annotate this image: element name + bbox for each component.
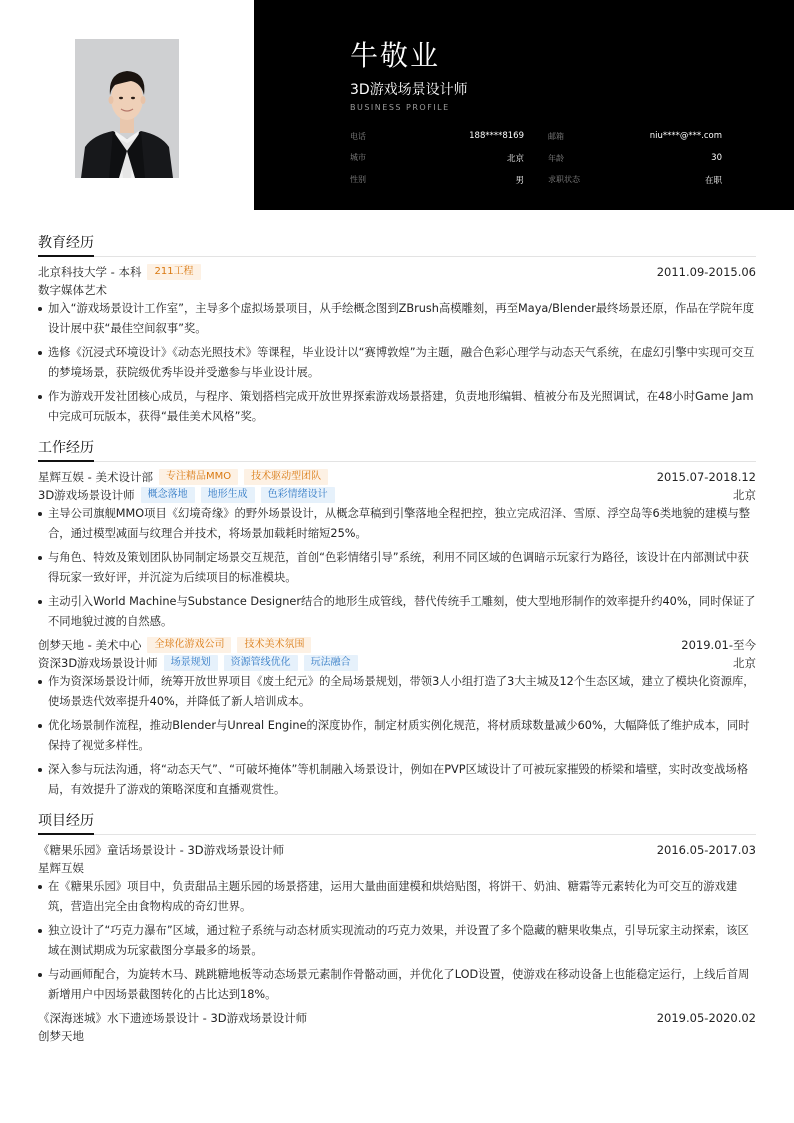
profile-photo bbox=[75, 39, 179, 178]
info-label: 年龄 bbox=[548, 153, 564, 163]
info-value: 在职 bbox=[704, 176, 722, 186]
info-label: 求职状态 bbox=[548, 175, 580, 184]
company-tag: 技术驱动型团队 bbox=[244, 469, 328, 485]
list-item: 在《糖果乐园》项目中，负责甜品主题乐园的场景搭建，运用大量曲面建模和烘焙贴图，将饼干、奶油、糖霜等元素转化为可交互的游戏建筑，营造出完全由食物构成的奇幻世界。 bbox=[38, 877, 756, 917]
education-entry-head bbox=[38, 263, 756, 281]
section-header bbox=[38, 437, 756, 462]
section-header bbox=[38, 810, 756, 835]
header-banner bbox=[254, 0, 794, 210]
list-item: 独立设计了“巧克力瀑布”区域，通过粒子系统与动态材质实现流动的巧克力效果，并设置了多个隐藏的糖果收集点，引导玩家主动探索，该区域在测试期成为玩家截图分享最多的场景。 bbox=[38, 921, 756, 961]
candidate-name: 牛敬业 bbox=[350, 39, 441, 72]
job-date: 2019.01-至今 bbox=[681, 638, 756, 652]
info-age bbox=[536, 153, 722, 164]
work-section bbox=[38, 437, 756, 800]
job-role-line bbox=[38, 486, 756, 504]
education-bullets bbox=[38, 299, 756, 427]
info-value: 北京 bbox=[506, 154, 524, 164]
company-name: 创梦天地 - 美术中心 bbox=[38, 638, 142, 652]
project-head bbox=[38, 841, 756, 859]
job-role: 资深3D游戏场景设计师 bbox=[38, 656, 158, 670]
header-photo-area bbox=[0, 0, 254, 210]
education-school-line bbox=[38, 264, 201, 280]
job-city: 北京 bbox=[733, 656, 756, 670]
role-tag: 场景规划 bbox=[164, 655, 218, 671]
info-phone bbox=[350, 131, 536, 142]
project-company: 星辉互娱 bbox=[38, 861, 84, 875]
section-header bbox=[38, 232, 756, 257]
project-date: 2019.05-2020.02 bbox=[656, 1011, 756, 1025]
job-city: 北京 bbox=[733, 488, 756, 502]
role-tag: 资源管线优化 bbox=[224, 655, 298, 671]
info-label: 城市 bbox=[350, 153, 366, 162]
education-date: 2011.09-2015.06 bbox=[656, 265, 756, 279]
info-value: 188****8169 bbox=[469, 130, 524, 141]
info-row bbox=[350, 169, 722, 191]
list-item: 优化场景制作流程，推动Blender与Unreal Engine的深度协作，制定材质实例化规范，将材质球数量减少60%，大幅降低了维护成本，同时保持了视觉多样性。 bbox=[38, 716, 756, 756]
job-role-left bbox=[38, 655, 358, 671]
job-entry bbox=[38, 636, 756, 800]
list-item: 选修《沉浸式环境设计》《动态光照技术》等课程，毕业设计以“赛博敦煌”为主题，融合色彩心理学与动态天气系统，在虚幻引擎中实现可交互的梦境场景，获院级优秀毕设并受邀参与毕业设计展。 bbox=[38, 343, 756, 383]
info-row bbox=[350, 125, 722, 147]
job-role-line bbox=[38, 654, 756, 672]
education-major: 数字媒体艺术 bbox=[38, 283, 107, 297]
project-date: 2016.05-2017.03 bbox=[656, 843, 756, 857]
school-tag: 211工程 bbox=[147, 264, 200, 280]
project-entry bbox=[38, 1009, 756, 1045]
info-row bbox=[350, 147, 722, 169]
job-entry bbox=[38, 468, 756, 632]
project-head bbox=[38, 1009, 756, 1027]
role-tag: 玩法融合 bbox=[304, 655, 358, 671]
info-value: 男 bbox=[515, 176, 524, 186]
section-title: 项目经历 bbox=[38, 810, 94, 835]
list-item: 主导公司旗舰MMO项目《幻境奇缘》的野外场景设计，从概念草稿到引擎落地全程把控，独立完成沼泽、雪原、浮空岛等6类地貌的建模与整合，通过模型减面与纹理合并技术，将场景加载耗时缩短25%。 bbox=[38, 504, 756, 544]
project-name: 《深海迷城》水下遗迹场景设计 - 3D游戏场景设计师 bbox=[38, 1011, 308, 1025]
list-item: 作为游戏开发社团核心成员，与程序、策划搭档完成开放世界探索游戏场景搭建，负责地形编辑、植被分布及光照调试，在48小时Game Jam中完成可玩版本，获得“最佳美术风格”奖。 bbox=[38, 387, 756, 427]
info-job-status bbox=[536, 174, 722, 186]
project-name: 《糖果乐园》童话场景设计 - 3D游戏场景设计师 bbox=[38, 843, 285, 857]
info-city bbox=[350, 152, 536, 164]
school-name: 北京科技大学 - 本科 bbox=[38, 265, 142, 279]
section-title: 工作经历 bbox=[38, 437, 94, 462]
job-role-left bbox=[38, 487, 335, 503]
list-item: 作为资深场景设计师，统筹开放世界项目《废土纪元》的全局场景规划，带领3人小组打造了3大主城及12个生态区域，建立了模块化资源库，使场景迭代效率提升40%，并降低了新人培训成本。 bbox=[38, 672, 756, 712]
education-section bbox=[38, 232, 756, 427]
section-title: 教育经历 bbox=[38, 232, 94, 257]
list-item: 加入“游戏场景设计工作室”，主导多个虚拟场景项目，从手绘概念图到ZBrush高模雕刻，再至Maya/Blender最终场景还原，作品在学院年度设计展中获“最佳空间叙事”奖。 bbox=[38, 299, 756, 339]
info-value: 30 bbox=[711, 152, 722, 163]
company-tag: 技术美术氛围 bbox=[237, 637, 311, 653]
role-tag: 概念落地 bbox=[141, 487, 195, 503]
job-company-line bbox=[38, 637, 311, 653]
info-value: niu****@***.com bbox=[649, 130, 722, 141]
role-tag: 色彩情绪设计 bbox=[261, 487, 335, 503]
candidate-title: 3D游戏场景设计师 bbox=[350, 82, 468, 98]
job-company-line bbox=[38, 469, 328, 485]
list-item: 与动画师配合，为旋转木马、跳跳糖地板等动态场景元素制作骨骼动画，并优化了LOD设置，使游戏在移动设备上也能稳定运行，上线后首周新增用户中因场景截图转化的占比达到18%。 bbox=[38, 965, 756, 1005]
project-entry bbox=[38, 841, 756, 1005]
job-bullets bbox=[38, 672, 756, 800]
job-bullets bbox=[38, 504, 756, 632]
project-bullets bbox=[38, 877, 756, 1005]
info-gender bbox=[350, 174, 536, 186]
info-label: 电话 bbox=[350, 131, 366, 141]
job-head bbox=[38, 636, 756, 654]
info-label: 邮箱 bbox=[548, 131, 564, 141]
info-label: 性别 bbox=[350, 175, 366, 184]
list-item: 深入参与玩法沟通，将“动态天气”、“可破坏掩体”等机制融入场景设计，例如在PVP区域设计了可被玩家摧毁的桥梁和墙壁，实时改变战场格局，有效提升了游戏的策略深度和直播观赏性。 bbox=[38, 760, 756, 800]
resume-body bbox=[38, 232, 756, 1055]
company-tag: 专注精品MMO bbox=[159, 469, 238, 485]
business-profile-label: BUSINESS PROFILE bbox=[350, 103, 450, 112]
job-role: 3D游戏场景设计师 bbox=[38, 488, 135, 502]
list-item: 与角色、特效及策划团队协同制定场景交互规范，首创“色彩情绪引导”系统，利用不同区域的色调暗示玩家行为路径，该设计在内部测试中获得玩家一致好评，并沉淀为后续项目的标准模块。 bbox=[38, 548, 756, 588]
company-tag: 全球化游戏公司 bbox=[147, 637, 231, 653]
list-item: 主动引入World Machine与Substance Designer结合的地形生成管线，替代传统手工雕刻，使大型地形制作的效率提升约40%，同时保证了不同地貌过渡的自然感。 bbox=[38, 592, 756, 632]
job-date: 2015.07-2018.12 bbox=[656, 470, 756, 484]
job-head bbox=[38, 468, 756, 486]
contact-info-grid bbox=[350, 125, 722, 191]
info-email bbox=[536, 131, 722, 142]
role-tag: 地形生成 bbox=[201, 487, 255, 503]
portrait-image bbox=[75, 39, 179, 178]
company-name: 星辉互娱 - 美术设计部 bbox=[38, 470, 153, 484]
project-company: 创梦天地 bbox=[38, 1029, 84, 1043]
projects-section bbox=[38, 810, 756, 1045]
